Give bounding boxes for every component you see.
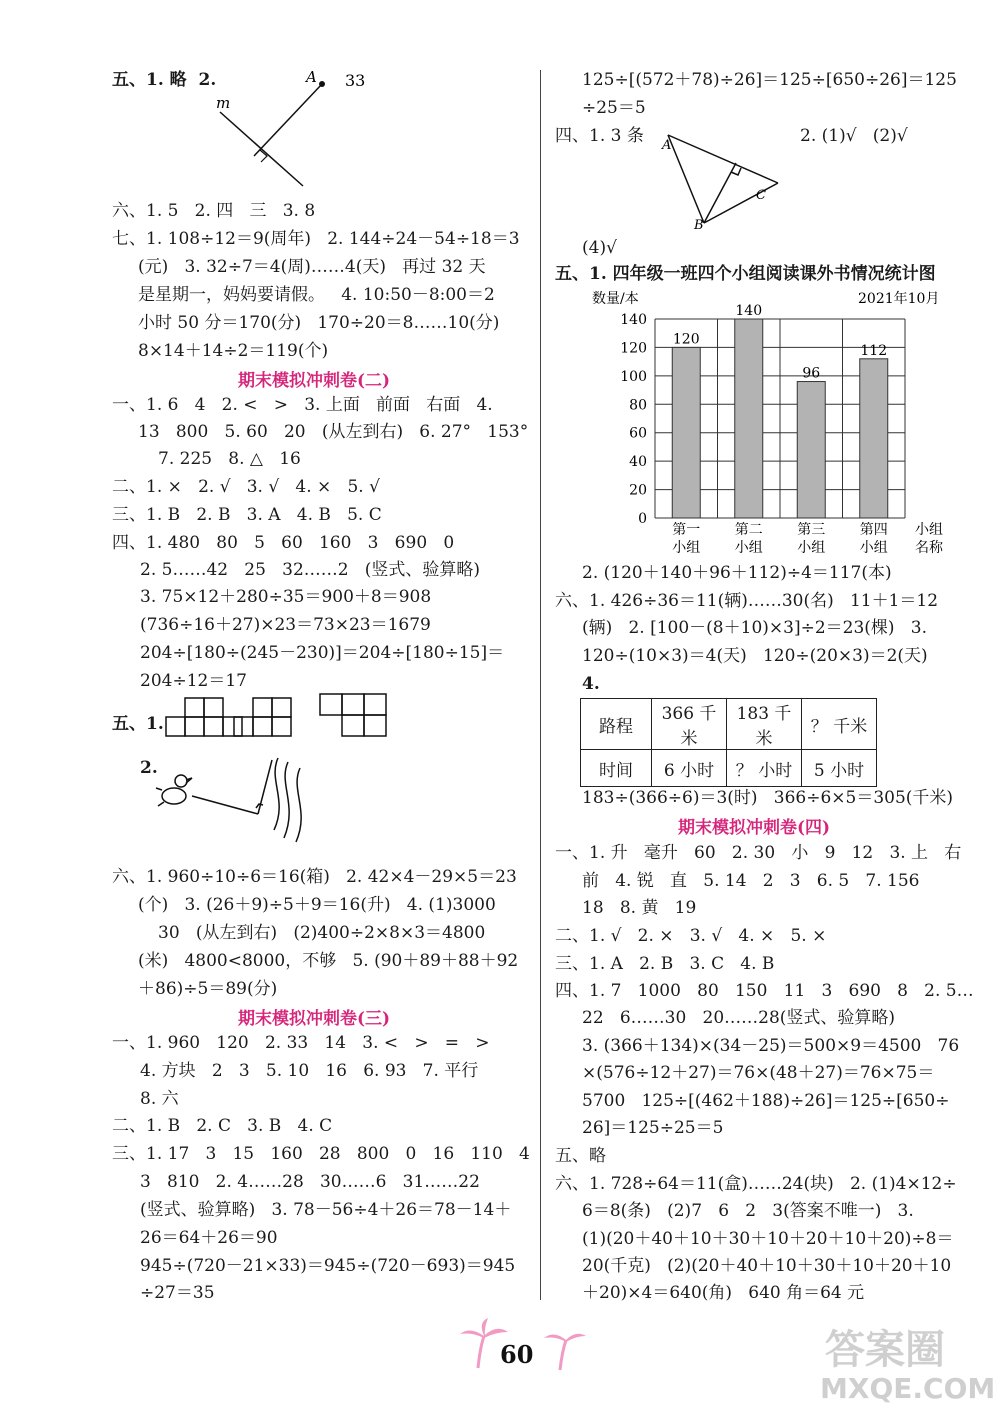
y-tick-label: 40: [629, 454, 647, 471]
left-answer-line: 小时 50 分＝170(分) 170÷20＝8……10(分): [138, 313, 500, 333]
x-tick-label: 小组: [734, 540, 763, 555]
left-answer-line: 945÷(720－21×33)＝945÷(720－693)＝945: [140, 1256, 516, 1276]
right-answer-line: 22 6……30 20……28(竖式、验算略): [582, 1008, 896, 1028]
chart-title: 五、1. 四年级一班四个小组阅读课外书情况统计图: [555, 264, 936, 284]
watermark-url: MXQE.COM: [820, 1372, 996, 1405]
left-answer-line: ÷27＝35: [140, 1283, 215, 1303]
left-answer-line: 七、1. 108÷12＝9(周年) 2. 144÷24－54÷18＝3: [112, 229, 520, 249]
left-answer-line: 8. 六: [140, 1089, 179, 1109]
left-answer-line: 一、1. 6 4 2. < > 3. 上面 前面 右面 4.: [112, 395, 493, 415]
right-answer-line: 26]＝125÷25＝5: [582, 1118, 724, 1138]
bar: [672, 347, 700, 518]
left-answer-line: 204÷12＝17: [140, 671, 247, 691]
right-answer-line: 二、1. √ 2. × 3. √ 4. × 5. ×: [555, 926, 827, 946]
y-tick-label: 100: [620, 368, 647, 385]
left-answer-line: 六、1. 960÷10÷6＝16(箱) 2. 42×4－29×5＝23: [112, 867, 517, 887]
x-tick-label: 第二: [734, 522, 763, 538]
table-row: [581, 699, 877, 750]
left-answer-line: 三、1. B 2. B 3. A 4. B 5. C: [112, 505, 382, 525]
bar: [860, 359, 888, 518]
right-answer-line: 3. (366＋134)×(34－25)＝500×9＝4500 76: [582, 1036, 960, 1056]
page-number: 60: [500, 1340, 534, 1369]
left-answer-line: 二、1. B 2. C 3. B 4. C: [112, 1116, 333, 1136]
bar-value-label: 112: [860, 342, 888, 359]
right-answer-line: (1)(20＋40＋10＋30＋10＋20＋10＋20)÷8＝: [582, 1229, 954, 1249]
x-axis-label: 名称: [915, 540, 943, 555]
left-answer-line: 四、1. 480 80 5 60 160 3 690 0: [112, 533, 455, 553]
right-answer-line: 四、1. 3 条: [555, 126, 644, 146]
right-answer-line: 一、1. 升 毫升 60 2. 30 小 9 12 3. 上 右: [555, 843, 962, 863]
vertex-b-label: B: [694, 218, 704, 233]
table-cell: 5 小时: [802, 750, 877, 787]
right-answer-line: 6＝8(条) (2)7 6 2 3(答案不唯一) 3.: [582, 1201, 914, 1221]
left-answer-line: ＋86)÷5＝89(分): [138, 979, 278, 999]
chart-date: 2021年10月: [858, 291, 940, 307]
left-answer-line: 三、1. 17 3 15 160 28 800 0 16 110 4: [112, 1144, 530, 1164]
left-answer-line: 五、1.: [112, 714, 164, 734]
y-tick-label: 0: [638, 511, 647, 527]
watermark-logo: 答案圈: [825, 1327, 945, 1373]
right-answer-line: 六、1. 426÷36＝11(辆)……30(名) 11＋1＝12: [555, 591, 939, 611]
x-tick-label: 第一: [672, 522, 701, 538]
table-cell: ？ 小时: [727, 750, 802, 787]
vertex-c-label: C: [756, 188, 766, 203]
right-answer-line: 六、1. 728÷64＝11(盒)……24(块) 2. (1)4×12÷: [555, 1174, 957, 1194]
right-answer-line: 125÷[(572＋78)÷26]＝125÷[650÷26]＝125: [582, 70, 957, 90]
right-answer-line: ＋20)×4＝640(角) 640 角＝64 元: [582, 1283, 865, 1303]
bar-value-label: 120: [672, 331, 700, 348]
perpendicular-figure: [200, 60, 380, 195]
left-answer-line: 一、1. 960 120 2. 33 14 3. < > = >: [112, 1033, 490, 1053]
left-answer-line: 4. 方块 2 3 5. 10 16 6. 93 7. 平行: [140, 1061, 479, 1081]
left-answer-line: (736÷16＋27)×23＝73×23＝1679: [140, 615, 431, 635]
right-answer-line: (辆) 2. [100－(8＋10)×3]÷2＝23(棵) 3.: [582, 618, 927, 638]
section-title: 期末模拟冲刺卷(三): [238, 1009, 391, 1029]
cube-nets-figure: [150, 690, 410, 750]
table-row: [581, 750, 877, 787]
figure-number: 33: [345, 71, 366, 90]
left-answer-line: 是星期一，妈妈要请假。 4. 10:50－8:00＝2: [138, 285, 495, 305]
section-title: 期末模拟冲刺卷(四): [678, 818, 831, 838]
table-cell: ？ 千米: [802, 699, 877, 750]
route-table: [580, 698, 877, 787]
left-answer-line: 五、1. 略 2.: [112, 70, 217, 90]
right-answer-line: 183÷(366÷6)＝3(时) 366÷6×5＝305(千米): [582, 788, 954, 808]
left-answer-line: 2. 5……42 25 32……2 (竖式、验算略): [140, 560, 481, 580]
right-answer-line: (4)√: [582, 238, 617, 258]
right-answer-line: 前 4. 锐 直 5. 14 2 3 6. 5 7. 156: [582, 871, 920, 891]
right-answer-line: ÷25＝5: [582, 98, 646, 118]
bar-value-label: 140: [735, 303, 763, 319]
x-tick-label: 小组: [797, 540, 826, 555]
y-tick-label: 80: [629, 397, 647, 414]
right-answer-line: 2. (120＋140＋96＋112)÷4＝117(本): [582, 563, 892, 583]
left-answer-line: (米) 4800<8000，不够 5. (90＋89＋88＋92: [138, 951, 519, 971]
line-m-label: m: [216, 94, 231, 112]
x-axis-label: 小组: [915, 522, 943, 538]
triangle-figure: [650, 125, 790, 235]
left-answer-line: 8×14＋14÷2＝119(个): [138, 341, 329, 361]
right-answer-line: 三、1. A 2. B 3. C 4. B: [555, 954, 775, 974]
right-answer-line: ×(576÷12＋27)＝76×(48＋27)＝76×75＝: [582, 1063, 935, 1083]
right-answer-line: 5700 125÷[(462＋188)÷26]＝125÷[650÷: [582, 1091, 950, 1111]
left-answer-line: (竖式、验算略) 3. 78－56÷4＋26＝78－14＋: [140, 1200, 512, 1220]
bar: [735, 319, 763, 518]
table-cell: 6 小时: [652, 750, 727, 787]
left-answer-line: (元) 3. 32÷7＝4(周)……4(天) 再过 32 天: [138, 257, 486, 277]
x-tick-label: 小组: [859, 540, 888, 555]
left-answer-line: 3. 75×12＋280÷35＝900＋8＝908: [140, 587, 432, 607]
right-answer-line: 2. (1)√ (2)√: [800, 126, 908, 146]
left-answer-line: 3 810 2. 4……28 30……6 31……22: [140, 1172, 480, 1192]
bar-chart: [580, 285, 960, 555]
y-axis-label: 数量/本: [592, 291, 639, 307]
left-answer-line: 30 (从左到右) (2)400÷2×8×3＝4800: [158, 923, 486, 943]
table-cell: 时间: [581, 750, 652, 787]
right-answer-line: 4.: [582, 674, 600, 694]
table-cell: 366 千米: [652, 699, 727, 750]
x-tick-label: 第四: [859, 522, 888, 538]
duck-river-figure: [150, 750, 350, 850]
bar-value-label: 96: [802, 365, 821, 382]
table-cell: 路程: [581, 699, 652, 750]
left-answer-line: 2.: [140, 758, 158, 778]
left-answer-line: 六、1. 5 2. 四 三 3. 8: [112, 201, 316, 221]
x-tick-label: 第三: [797, 522, 826, 538]
y-tick-label: 120: [620, 340, 647, 357]
left-answer-line: 7. 225 8. △ 16: [158, 449, 301, 469]
vertex-a-label: A: [662, 138, 672, 153]
y-tick-label: 140: [620, 312, 647, 328]
bar: [797, 382, 825, 518]
table-cell: 183 千米: [727, 699, 802, 750]
right-answer-line: 20(千克) (2)(20＋40＋10＋30＋10＋20＋10: [582, 1256, 952, 1276]
column-divider: [540, 70, 541, 1300]
left-answer-line: (个) 3. (26＋9)÷5＋9＝16(升) 4. (1)3000: [138, 895, 496, 915]
left-answer-line: 26＝64＋26＝90: [140, 1228, 278, 1248]
y-tick-label: 60: [629, 425, 647, 442]
right-answer-line: 五、略: [555, 1146, 606, 1166]
point-a-label: A: [306, 68, 317, 86]
left-answer-line: 204÷[180÷(245－230)]＝204÷[180÷15]＝: [140, 643, 505, 663]
left-answer-line: 13 800 5. 60 20 (从左到右) 6. 27° 153°: [138, 422, 529, 442]
y-tick-label: 20: [629, 482, 647, 499]
left-answer-line: 二、1. × 2. √ 3. √ 4. × 5. √: [112, 477, 380, 497]
section-title: 期末模拟冲刺卷(二): [238, 371, 391, 391]
right-answer-line: 四、1. 7 1000 80 150 11 3 690 8 2. 5…: [555, 981, 974, 1001]
right-answer-line: 120÷(10×3)＝4(天) 120÷(20×3)＝2(天): [582, 646, 928, 666]
x-tick-label: 小组: [672, 540, 701, 555]
right-answer-line: 18 8. 黄 19: [582, 898, 697, 918]
